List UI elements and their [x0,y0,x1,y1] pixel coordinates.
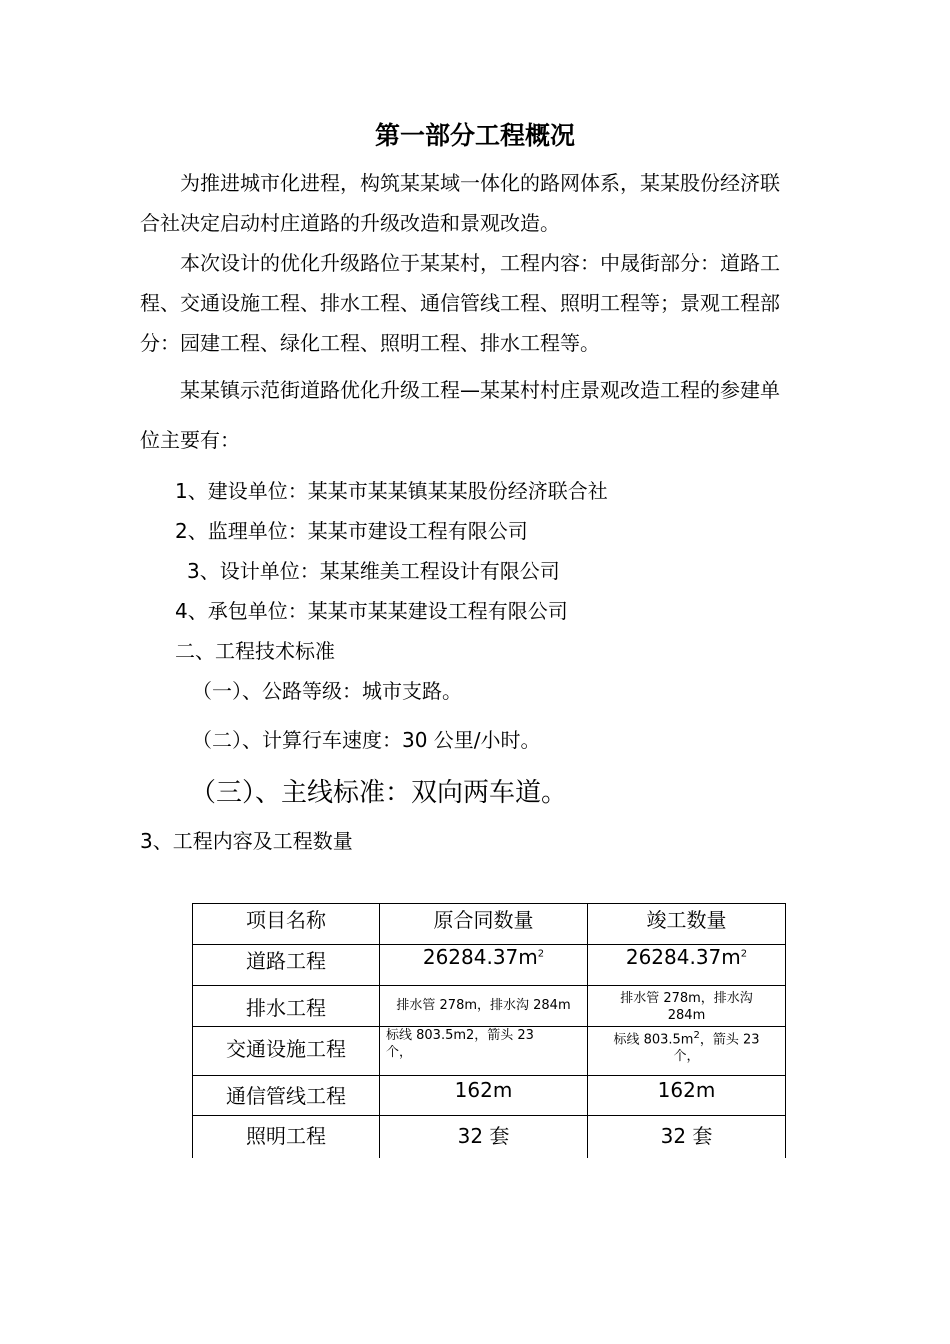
row-contract-value: 162m [380,1076,588,1116]
row-contract-value: $26284.37m^2$ [380,945,588,986]
header-completed-qty: 竣工数量 [588,904,786,945]
table-row [193,986,786,1027]
table-header-row [193,904,786,945]
row-name: 照明工程 [193,1116,380,1158]
table-row [193,1116,786,1158]
intro-paragraph-line-1: 为推进城市化进程，构筑某某域一体化的路网体系，某某股份经济联 [180,171,780,195]
row-name: 通信管线工程 [193,1076,380,1116]
standard-design-speed: （二）、计算行车速度：30 公里/小时。 [192,728,541,752]
row-completed-value: 标线 $803.5m^2$，箭头 23 个， [588,1027,786,1076]
row-contract-value: 32 套 [380,1116,588,1158]
scope-paragraph-line-3: 分：园建工程、绿化工程、照明工程、排水工程等。 [140,331,600,355]
intro-paragraph-line-2: 合社决定启动村庄道路的升级改造和景观改造。 [140,211,560,235]
participants-paragraph-line-2: 位主要有： [140,428,240,452]
unit-design: 3、设计单位：某某维美工程设计有限公司 [187,559,560,583]
row-name: 交通设施工程 [193,1027,380,1076]
header-contract-qty: 原合同数量 [380,904,588,945]
table-row [193,1076,786,1116]
standard-road-grade: （一）、公路等级：城市支路。 [192,679,462,703]
row-completed-value: 32 套 [588,1116,786,1158]
quantities-table [192,903,786,1158]
row-name: 排水工程 [193,986,380,1027]
quantities-heading: 3、工程内容及工程数量 [140,829,353,853]
page-title: 第一部分工程概况 [374,121,575,150]
unit-contractor: 4、承包单位：某某市某某建设工程有限公司 [175,599,568,623]
table-row [193,1027,786,1076]
header-item-name: 项目名称 [193,904,380,945]
row-contract-value: 标线 803.5m2，箭头 23 个， [380,1027,588,1076]
unit-supervision: 2、监理单位：某某市建设工程有限公司 [175,519,528,543]
row-completed-value: 162m [588,1076,786,1116]
table-row [193,945,786,986]
standard-mainline: （三）、主线标准：双向两车道。 [190,778,568,808]
row-completed-value: 排水管 278m，排水沟 284m [588,986,786,1027]
scope-paragraph-line-1: 本次设计的优化升级路位于某某村，工程内容：中晟街部分：道路工 [180,251,780,275]
scope-paragraph-line-2: 程、交通设施工程、排水工程、通信管线工程、照明工程等；景观工程部 [140,291,780,315]
row-contract-value: 排水管 278m，排水沟 284m [380,986,588,1027]
standards-heading: 二、工程技术标准 [175,639,335,663]
unit-construction: 1、建设单位：某某市某某镇某某股份经济联合社 [175,479,608,503]
participants-paragraph-line-1: 某某镇示范街道路优化升级工程—某某村村庄景观改造工程的参建单 [180,378,780,402]
row-completed-value: $26284.37m^2$ [588,945,786,986]
row-name: 道路工程 [193,945,380,986]
